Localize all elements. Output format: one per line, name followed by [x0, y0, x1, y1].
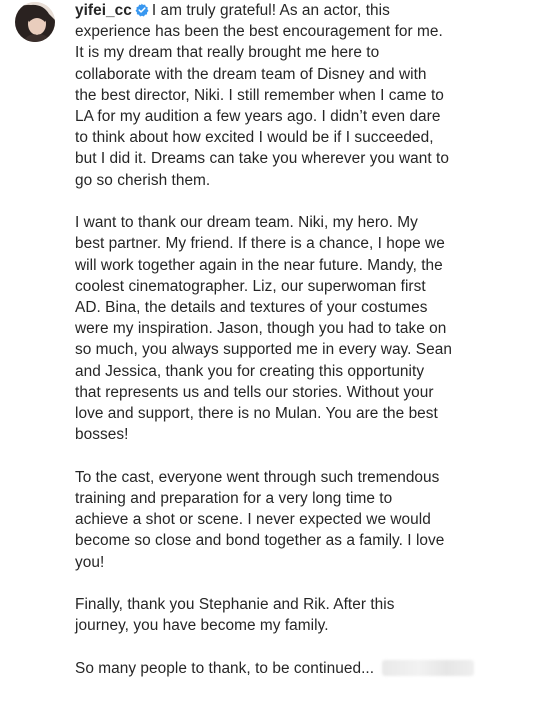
avatar[interactable] — [15, 2, 55, 42]
avatar-image — [15, 2, 55, 42]
caption-paragraph-5-text: So many people to thank, to be continued... — [75, 660, 375, 678]
caption-paragraph-5 — [75, 658, 537, 679]
verified-badge-icon — [135, 3, 149, 17]
caption-paragraph-2: I want to thank our dream team. Niki, my hero. My best partner. My friend. If there is a chance, I hope we will work together again in the near future. Mandy, the coolest cinematographer. Liz, our superwoman first AD. Bina, the details and textures of your costumes were my inspiration. Jason, though you had to take on so much, you always supported me in every way. Sean and Jessica, thank you for creating this opportunity that represents us and tells our stories. Without your love and support, there is no Mulan. You are the best bosses! — [75, 214, 452, 444]
caption-paragraph-1-text: I am truly grateful! As an actor, this experience has been the best encouragement for me. It is my dream that really brought me here to collaborate with the dream team of Disney and with the best director, Niki. I still remember when I came to LA for my audition a few years ago. I didn’t even dare to think about how excited I would be if I succeeded, but I did it. Dreams can take you wherever you want to go so cherish them. — [75, 2, 449, 189]
caption-paragraph-3: To the cast, everyone went through such tremendous training and preparation for a very long time to achieve a shot or scene. I never expected we would become so close and bond together as a family. I love you! — [75, 468, 445, 571]
caption-paragraph-1 — [75, 0, 537, 191]
username-link[interactable]: yifei_cc — [75, 2, 132, 19]
caption-paragraph-4: Finally, thank you Stephanie and Rik. After this journey, you have become my family. — [75, 596, 395, 635]
caption-text — [75, 0, 537, 701]
blurred-redaction — [382, 660, 474, 676]
